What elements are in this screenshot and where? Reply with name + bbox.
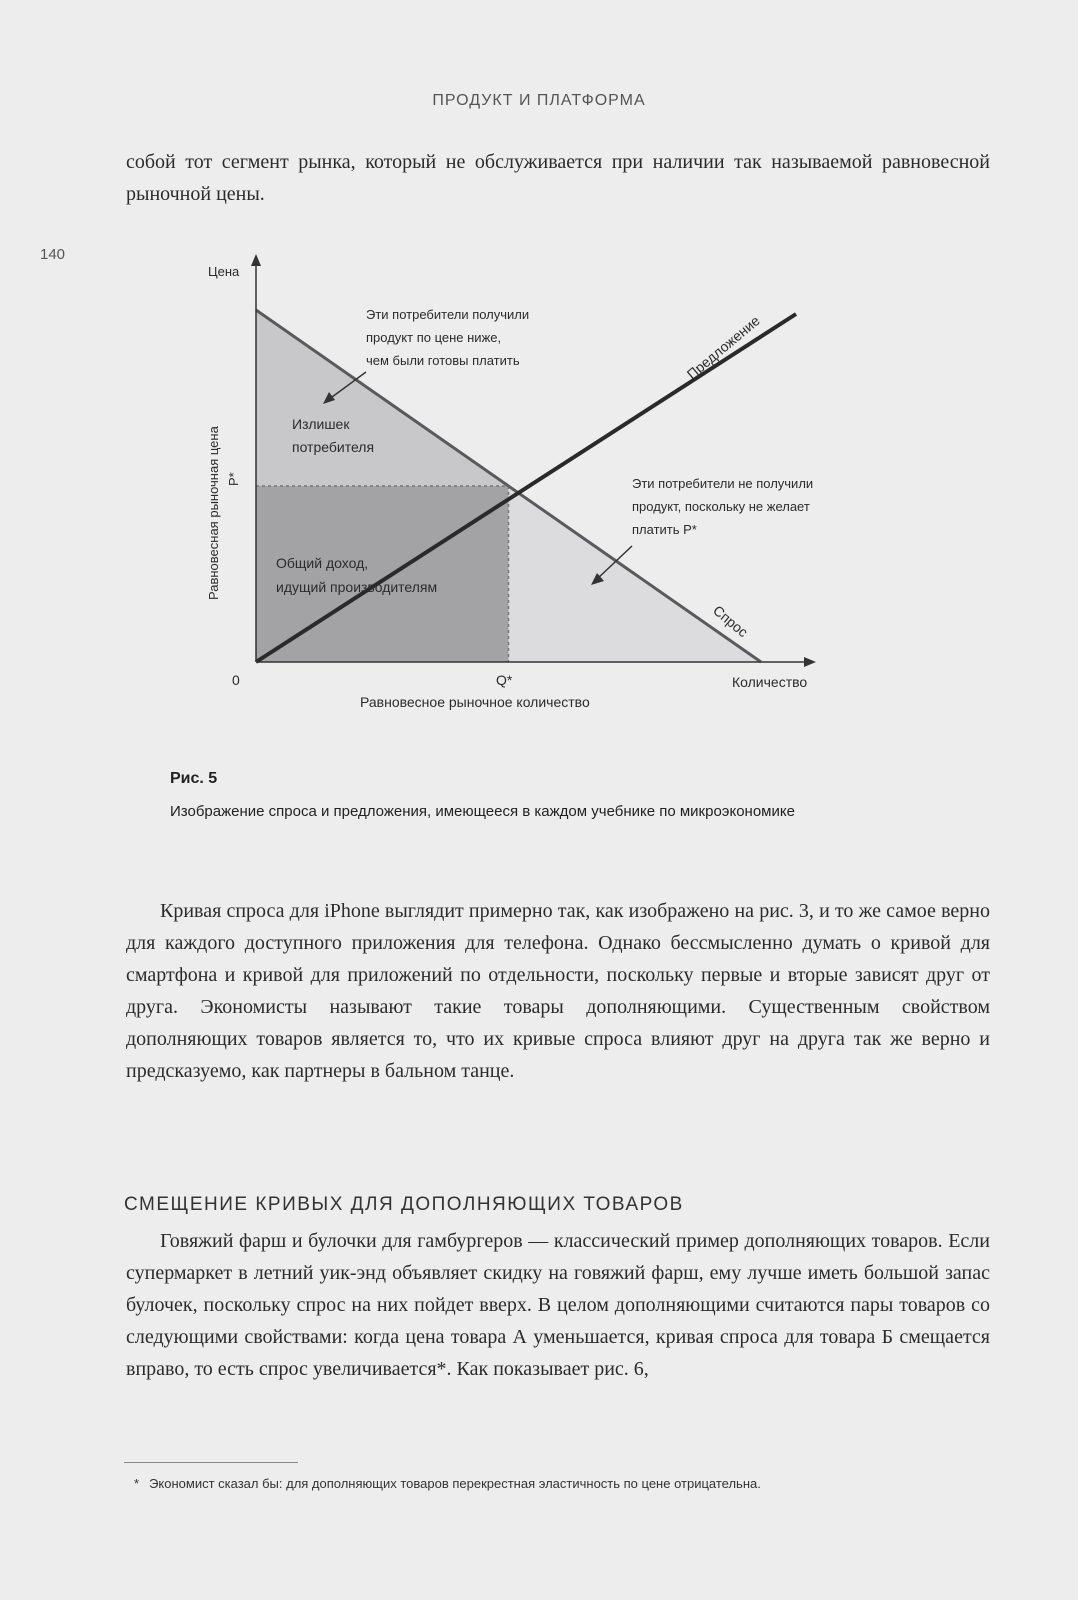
- annotation-right-line-3: платить P*: [632, 522, 697, 537]
- annotation-top-line-1: Эти потребители получили: [366, 307, 530, 322]
- supply-demand-chart: [196, 250, 876, 735]
- y-axis-label: Цена: [208, 264, 240, 279]
- demand-curve-label: Спрос: [710, 602, 752, 641]
- annotation-top-line-2: продукт по цене ниже,: [366, 330, 502, 345]
- running-head: ПРОДУКТ И ПЛАТФОРМА: [432, 92, 646, 109]
- supply-demand-figure: [196, 250, 876, 735]
- paragraph-burger: Говяжий фарш и булочки для гамбургеров — классический пример дополняющих товаров. Если супермаркет в летний уик-энд объявляет скидку на говяжий фарш, ему лучше иметь большой запас булочек, поскольку спрос на них пойдет вверх. В целом дополняющими считаются пары товаров со следующими свойствами: когда цена товара А уменьшается, кривая спроса для товара Б смещается вправо, то есть спрос увеличивается*. Как показывает рис. 6,: [126, 1230, 990, 1380]
- y-axis-arrow: [251, 254, 261, 266]
- consumer-surplus-label-1: Излишек: [292, 416, 350, 432]
- supply-curve-label: Предложение: [683, 312, 763, 383]
- x-tick-q-star: Q*: [496, 672, 513, 688]
- page-number: 140: [40, 246, 66, 263]
- annotation-right-line-1: Эти потребители не получили: [632, 476, 814, 491]
- x-axis-arrow: [804, 657, 816, 667]
- y-axis-title: Равновесная рыночная цена: [206, 426, 221, 600]
- x-axis-label: Количество: [732, 674, 808, 690]
- x-axis-title: Равновесное рыночное количество: [360, 694, 590, 710]
- footnote: [134, 1476, 984, 1491]
- x-tick-origin: 0: [232, 672, 240, 688]
- paragraph-intro: собой тот сегмент рынка, который не обслуживается при наличии так называемой равновесной рыночной цены.: [126, 151, 990, 205]
- section-heading: СМЕЩЕНИЕ КРИВЫХ ДЛЯ ДОПОЛНЯЮЩИХ ТОВАРОВ: [124, 1194, 684, 1215]
- footnote-mark: *: [134, 1476, 140, 1491]
- annotation-right-line-2: продукт, поскольку не желает: [632, 499, 810, 514]
- paragraph-iphone: Кривая спроса для iPhone выглядит примерно так, как изображено на рис. 3, и то же самое верно для каждого доступного приложения для телефона. Однако бессмысленно думать о кривой для смартфона и кривой для приложений по отдельности, поскольку первые и вторые зависят друг от друга. Экономисты называют такие товары дополняющими. Существенным свойством дополняющих товаров является то, что их кривые спроса влияют друг на друга так же верно и предсказуемо, как партнеры в бальном танце.: [126, 900, 990, 1082]
- annotation-top-line-3: чем были готовы платить: [366, 353, 520, 368]
- figure-caption: [170, 770, 990, 824]
- footnote-divider: [124, 1462, 298, 1463]
- footnote-text: Экономист сказал бы: для дополняющих товаров перекрестная эластичность по цене отрицательна.: [149, 1476, 761, 1491]
- y-tick-p-star: P*: [226, 472, 241, 486]
- figure-caption-text: Изображение спроса и предложения, имеющееся в каждом учебнике по микроэкономике: [170, 803, 795, 820]
- consumer-surplus-label-2: потребителя: [292, 439, 375, 455]
- figure-number: Рис. 5: [170, 770, 218, 787]
- producer-revenue-label-1: Общий доход,: [276, 555, 369, 571]
- producer-revenue-label-2: идущий производителям: [276, 579, 438, 595]
